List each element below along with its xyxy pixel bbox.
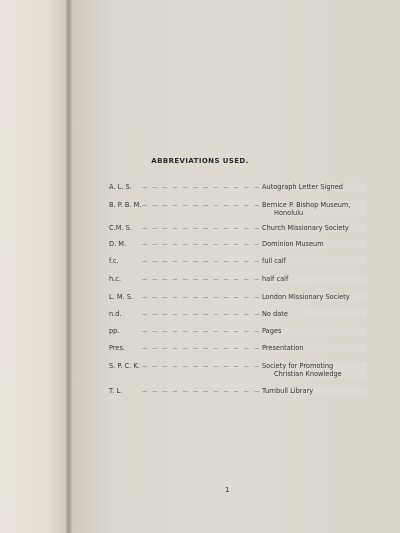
abbreviation: pp. xyxy=(109,327,120,335)
list-item xyxy=(109,362,359,382)
abbreviation: A. L. S. xyxy=(109,183,132,191)
list-item xyxy=(109,275,359,295)
abbreviation: B. P. B. M. xyxy=(109,201,142,209)
definition: Bernice P. Bishop Museum, Honolulu xyxy=(262,201,367,217)
abbreviation: S. P. C. K. xyxy=(109,362,140,370)
list-item xyxy=(109,201,359,221)
list-item xyxy=(109,387,359,407)
list-item xyxy=(109,344,359,364)
facing-page xyxy=(0,0,68,533)
page-title: ABBREVIATIONS USED. xyxy=(151,157,249,165)
definition: No date xyxy=(262,310,367,318)
abbreviation: n.d. xyxy=(109,310,122,318)
definition: full calf xyxy=(262,257,367,265)
definition: Turnbull Library xyxy=(262,387,367,395)
abbreviation: L. M. S. xyxy=(109,293,134,301)
list-item xyxy=(109,183,359,203)
definition: Pages xyxy=(262,327,367,335)
definition: Autograph Letter Signed xyxy=(262,183,367,191)
list-item xyxy=(109,257,359,277)
definition: London Missionary Society xyxy=(262,293,367,301)
definition: Church Missionary Society xyxy=(262,224,367,232)
abbreviation: Pres. xyxy=(109,344,126,352)
abbreviation: h.c. xyxy=(109,275,121,283)
abbreviation: C.M. S. xyxy=(109,224,132,232)
definition: half calf xyxy=(262,275,367,283)
definition: Presentation xyxy=(262,344,367,352)
abbreviation: f.c. xyxy=(109,257,119,265)
definition: Society for Promoting Christian Knowledge xyxy=(262,362,367,378)
page-number: 1 xyxy=(225,486,230,494)
definition: Dominion Museum xyxy=(262,240,367,248)
abbreviation: T. L. xyxy=(109,387,123,395)
abbreviation: D. M. xyxy=(109,240,127,248)
